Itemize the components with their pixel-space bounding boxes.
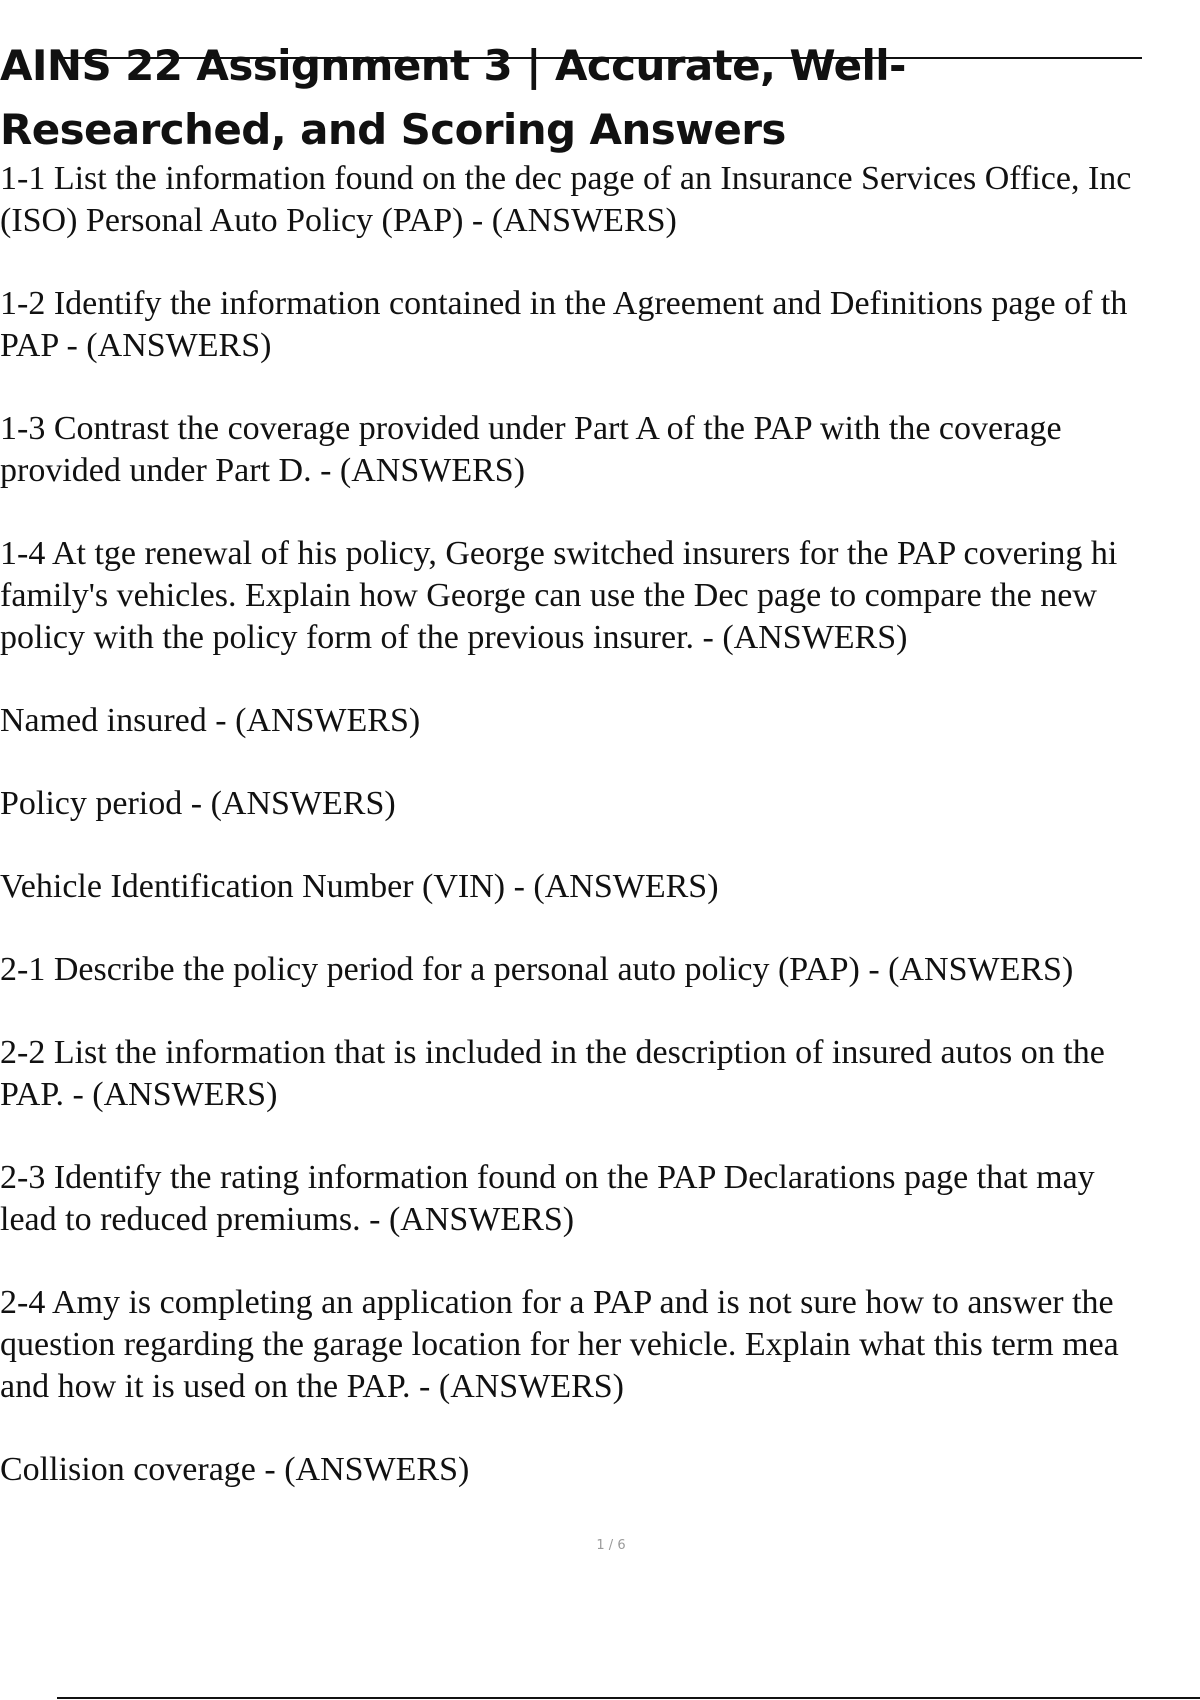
question-line: 1-2 Identify the information contained in the Agreement and Definitions page of th [0, 285, 1128, 322]
question-item [0, 408, 1200, 492]
question-line: policy with the policy form of the previous insurer. - (ANSWERS) [0, 619, 908, 656]
term-item [0, 1449, 1200, 1491]
question-item [0, 158, 1200, 242]
term-item [0, 783, 1200, 825]
question-item [0, 949, 1200, 991]
title-line: Researched, and Scoring Answers [0, 105, 786, 154]
question-line: 1-3 Contrast the coverage provided under Part A of the PAP with the coverage [0, 410, 1062, 447]
question-line: 1-1 List the information found on the dec page of an Insurance Services Office, Inc [0, 160, 1132, 197]
document-title [0, 34, 1150, 162]
title-line: AINS 22 Assignment 3 | Accurate, Well- [0, 41, 906, 90]
question-line: 2-4 Amy is completing an application for a PAP and is not sure how to answer the [0, 1284, 1114, 1321]
term-line: Vehicle Identification Number (VIN) - (ANSWERS) [0, 868, 719, 905]
question-line: lead to reduced premiums. - (ANSWERS) [0, 1201, 575, 1238]
question-item [0, 533, 1200, 659]
question-line: 1-4 At tge renewal of his policy, George switched insurers for the PAP covering hi [0, 535, 1118, 572]
question-item [0, 283, 1200, 367]
term-line: Collision coverage - (ANSWERS) [0, 1451, 470, 1488]
question-line: and how it is used on the PAP. - (ANSWERS) [0, 1368, 624, 1405]
question-line: PAP - (ANSWERS) [0, 327, 272, 364]
question-item [0, 1032, 1200, 1116]
question-line: question regarding the garage location for her vehicle. Explain what this term mea [0, 1326, 1119, 1363]
question-line: PAP. - (ANSWERS) [0, 1076, 278, 1113]
term-item [0, 700, 1200, 742]
question-line: 2-2 List the information that is included in the description of insured autos on the [0, 1034, 1105, 1071]
page-number: 1 / 6 [596, 1538, 626, 1553]
question-line: 2-3 Identify the rating information found on the PAP Declarations page that may [0, 1159, 1095, 1196]
term-item [0, 866, 1200, 908]
question-line: provided under Part D. - (ANSWERS) [0, 452, 526, 489]
term-line: Named insured - (ANSWERS) [0, 702, 421, 739]
term-line: Policy period - (ANSWERS) [0, 785, 396, 822]
question-line: 2-1 Describe the policy period for a personal auto policy (PAP) - (ANSWERS) [0, 951, 1074, 988]
bottom-rule [57, 1697, 1200, 1699]
question-line: (ISO) Personal Auto Policy (PAP) - (ANSWERS) [0, 202, 677, 239]
question-list [0, 158, 1200, 1532]
question-item [0, 1282, 1200, 1408]
question-item [0, 1157, 1200, 1241]
question-line: family's vehicles. Explain how George can use the Dec page to compare the new [0, 577, 1097, 614]
